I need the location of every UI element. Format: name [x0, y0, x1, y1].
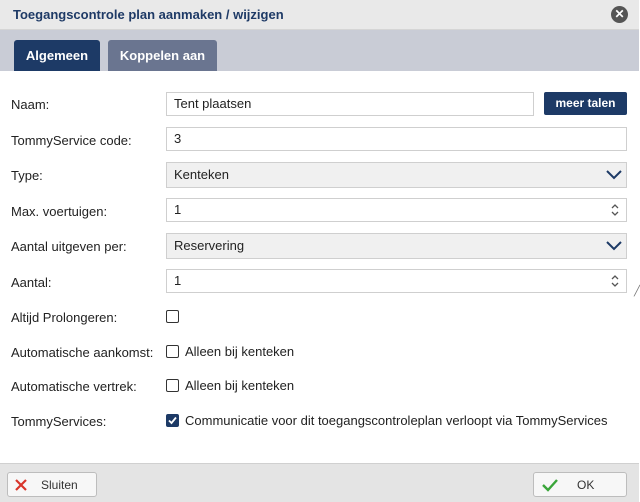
dialog-titlebar — [0, 0, 639, 30]
ok-label: OK — [577, 478, 595, 492]
type-label: Type: — [11, 168, 43, 183]
altijd-prolongeren-checkbox[interactable] — [166, 310, 179, 323]
automatische-aankomst-label: Automatische aankomst: — [11, 345, 154, 360]
spinner-arrows-icon[interactable] — [610, 202, 620, 218]
close-icon[interactable]: ✕ — [611, 6, 628, 23]
tommyservice-code-label: TommyService code: — [11, 133, 132, 148]
max-voertuigen-input[interactable] — [166, 198, 627, 222]
ok-button[interactable] — [533, 472, 627, 497]
sluiten-button[interactable] — [7, 472, 97, 497]
tommyservices-checkbox[interactable] — [166, 414, 179, 427]
automatische-aankomst-checkbox[interactable] — [166, 345, 179, 358]
automatische-aankomst-option[interactable]: Alleen bij kenteken — [185, 344, 295, 359]
naam-label: Naam: — [11, 97, 50, 112]
tab-algemeen[interactable]: Algemeen — [14, 40, 100, 71]
automatische-vertrek-option[interactable]: Alleen bij kenteken — [185, 378, 295, 393]
aantal-uitgeven-per-select[interactable] — [166, 233, 627, 259]
dialog-footer — [0, 463, 639, 502]
resize-handle-icon[interactable]: ╱ — [634, 286, 640, 297]
tommyservices-label: TommyServices: — [11, 414, 107, 429]
dialog-title: Toegangscontrole plan aanmaken / wijzigen — [13, 7, 284, 22]
tab-koppelen-aan[interactable]: Koppelen aan — [108, 40, 217, 71]
aantal-input[interactable] — [166, 269, 627, 293]
green-check-icon — [541, 477, 559, 493]
red-x-icon — [13, 477, 29, 493]
type-select[interactable] — [166, 162, 627, 188]
aantal-value: 1 — [174, 273, 182, 288]
sluiten-label: Sluiten — [41, 478, 78, 492]
tommyservice-code-input[interactable]: 3 — [166, 127, 627, 151]
altijd-prolongeren-label: Altijd Prolongeren: — [11, 310, 118, 325]
meer-talen-button[interactable]: meer talen — [544, 92, 627, 115]
aantal-uitgeven-per-value: Reservering — [174, 238, 245, 253]
tab-bar — [0, 30, 639, 71]
chevron-down-icon — [606, 238, 622, 254]
aantal-label: Aantal: — [11, 275, 52, 290]
tommyservices-option[interactable]: Communicatie voor dit toegangscontroleplan verloopt via TommyServices — [185, 413, 608, 428]
aantal-uitgeven-per-label: Aantal uitgeven per: — [11, 239, 127, 254]
check-icon — [167, 415, 178, 426]
type-select-value: Kenteken — [174, 167, 229, 182]
chevron-down-icon — [606, 167, 622, 183]
max-voertuigen-label: Max. voertuigen: — [11, 204, 108, 219]
max-voertuigen-value: 1 — [174, 202, 182, 217]
automatische-vertrek-checkbox[interactable] — [166, 379, 179, 392]
spinner-arrows-icon[interactable] — [610, 273, 620, 289]
automatische-vertrek-label: Automatische vertrek: — [11, 379, 137, 394]
naam-input[interactable]: Tent plaatsen — [166, 92, 534, 116]
